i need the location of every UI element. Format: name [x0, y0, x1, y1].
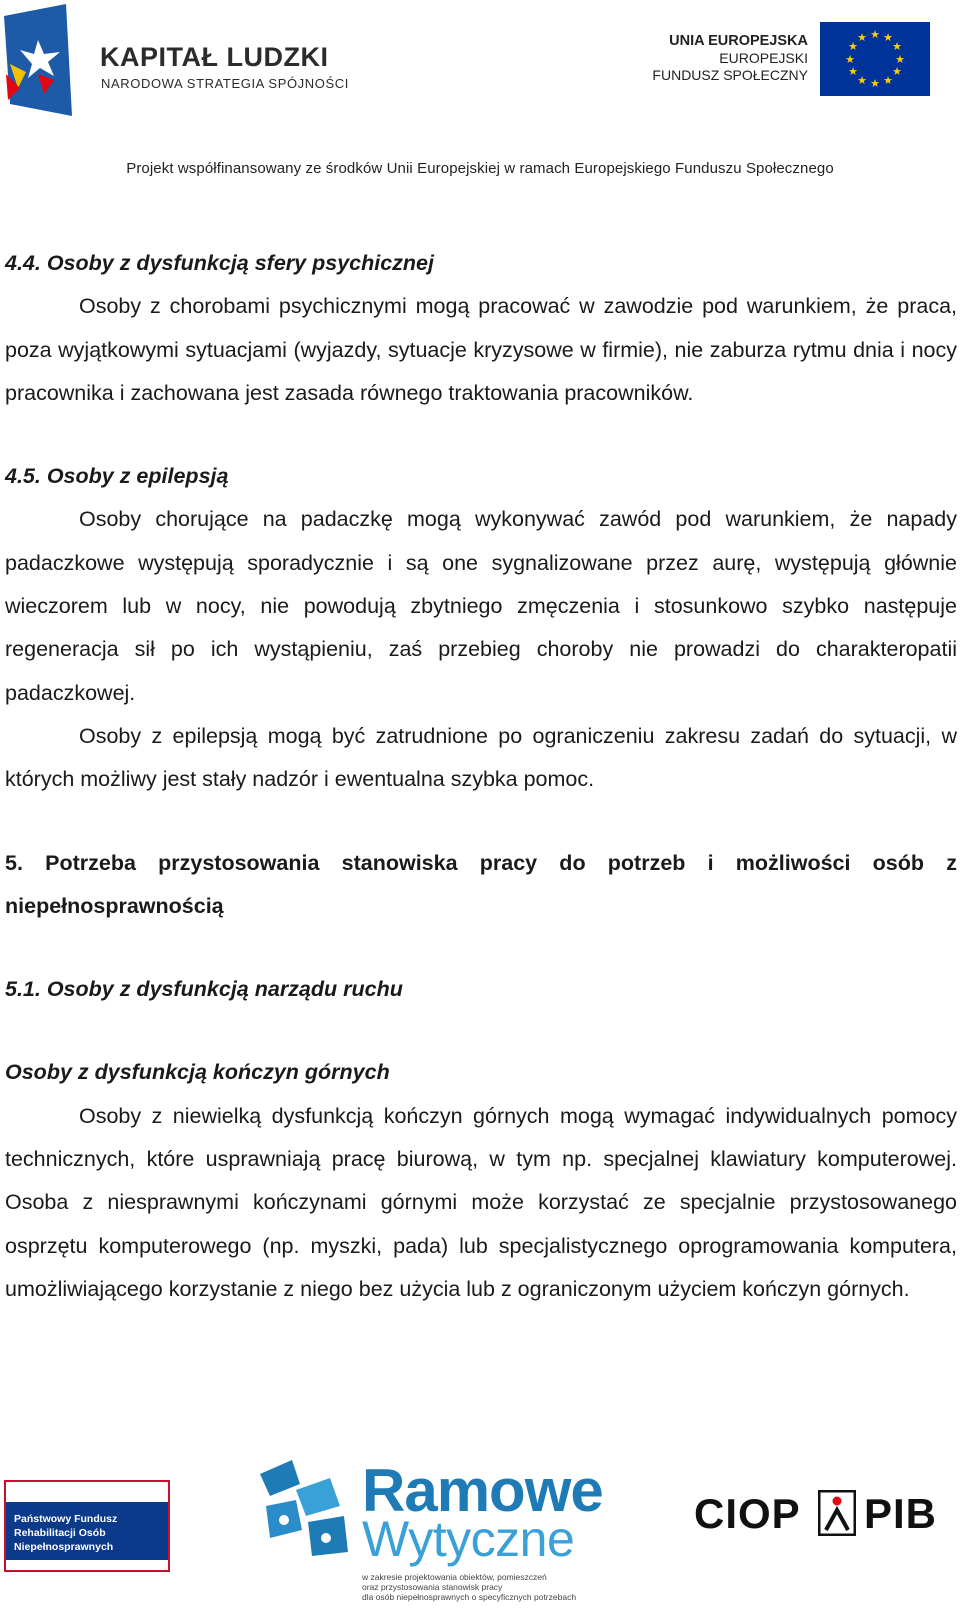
eu-line-1: UNIA EUROPEJSKA	[669, 33, 808, 49]
ramowe-desc-line-2: oraz przystosowania stanowisk pracy	[362, 1582, 503, 1592]
svg-text:★: ★	[892, 65, 902, 78]
ramowe-desc-line-1: w zakresie projektowania obiektów, pomieszczeń	[362, 1572, 547, 1582]
svg-text:★: ★	[883, 74, 893, 87]
eu-line-3: FUNDUSZ SPOŁECZNY	[652, 67, 808, 83]
person-icon	[818, 1490, 856, 1536]
ramowe-wytyczne-icon	[256, 1460, 352, 1560]
svg-text:★: ★	[857, 74, 867, 87]
subsection-heading-upper-limbs: Osoby z dysfunkcją kończyn górnych	[5, 1060, 390, 1085]
section-heading-4-5: 4.5. Osoby z epilepsją	[5, 464, 229, 489]
pfron-line-1: Państwowy Fundusz	[14, 1513, 118, 1525]
eu-line-2: EUROPEJSKI	[719, 50, 808, 66]
eu-text-block	[652, 33, 808, 84]
pib-text: PIB	[864, 1490, 938, 1537]
document-body	[5, 242, 957, 1311]
paragraph-4-5-a: Osoby chorujące na padaczkę mogą wykonywać zawód pod warunkiem, że napady padaczkowe występują sporadycznie i są one sygnalizowane przez aurę, występują głównie wieczorem lub w nocy, nie powodują zbytniego zmęczenia i stosunkowo szybko następuje regeneracja sił po ich wystąpieniu, zaś przebieg choroby nie prowadzi do charakteropatii padaczkowej.	[5, 507, 957, 705]
ciop-text: CIOP	[694, 1490, 801, 1537]
svg-text:★: ★	[848, 65, 858, 78]
svg-text:★: ★	[870, 77, 880, 90]
svg-text:★: ★	[892, 40, 902, 53]
svg-text:★: ★	[845, 53, 855, 66]
kapital-ludzki-title: KAPITAŁ LUDZKI	[100, 42, 329, 72]
ramowe-title: Ramowe	[362, 1457, 603, 1524]
paragraph-4-5-b: Osoby z epilepsją mogą być zatrudnione po ograniczeniu zakresu zadań do sytuacji, w których możliwy jest stały nadzór i ewentualna szybka pomoc.	[5, 723, 957, 792]
pfron-line-2: Rehabilitacji Osób	[14, 1527, 106, 1539]
wytyczne-subtitle: Wytyczne	[362, 1511, 575, 1567]
svg-text:★: ★	[883, 31, 893, 44]
ramowe-description	[362, 1572, 576, 1602]
section-heading-5-1: 5.1. Osoby z dysfunkcją narządu ruchu	[5, 977, 403, 1002]
kapital-ludzki-logo	[4, 4, 72, 116]
section-heading-4-4: 4.4. Osoby z dysfunkcją sfery psychicznej	[5, 251, 434, 275]
cofinancing-note: Projekt współfinansowany ze środków Unii Europejskiej w ramach Europejskiego Funduszu Społecznego	[126, 160, 834, 177]
paragraph-4-4: Osoby z chorobami psychicznymi mogą pracować w zawodzie pod warunkiem, że praca, poza wyjątkowymi sytuacjami (wyjazdy, sytuacje kryzysowe w firmie), nie zaburza rytmu dnia i nocy pracownika i zachowana jest zasada równego traktowania pracowników.	[5, 294, 957, 405]
svg-text:★: ★	[870, 28, 880, 41]
paragraph-upper-limbs: Osoby z niewielką dysfunkcją kończyn górnych mogą wymagać indywidualnych pomocy technicznych, które usprawniają pracę biurową, w tym np. specjalnej klawiatury komputerowej. Osoba z niesprawnymi kończynami górnymi może korzystać ze specjalnie przystosowanego osprzętu komputerowego (np. myszki, pada) lub specjalistycznego oprogramowania komputera, umożliwiającego korzystanie z niego bez użycia lub z ograniczonym użyciem kończyn górnych.	[5, 1103, 957, 1301]
svg-text:★: ★	[857, 31, 867, 44]
ramowe-desc-line-3: dla osób niepełnosprawnych o specyficznych potrzebach	[362, 1592, 577, 1602]
pfron-line-3: Niepełnosprawnych	[14, 1541, 114, 1553]
section-heading-5: 5. Potrzeba przystosowania stanowiska pracy do potrzeb i możliwości osób z niepełnosprawnością	[5, 850, 957, 918]
svg-text:★: ★	[895, 53, 905, 66]
pfron-logo	[4, 1480, 170, 1572]
eu-flag-icon	[820, 22, 930, 96]
kapital-ludzki-subtitle: NARODOWA STRATEGIA SPÓJNOŚCI	[101, 76, 349, 91]
page-header	[0, 0, 960, 190]
page-footer	[0, 1457, 960, 1620]
svg-text:★: ★	[848, 40, 858, 53]
